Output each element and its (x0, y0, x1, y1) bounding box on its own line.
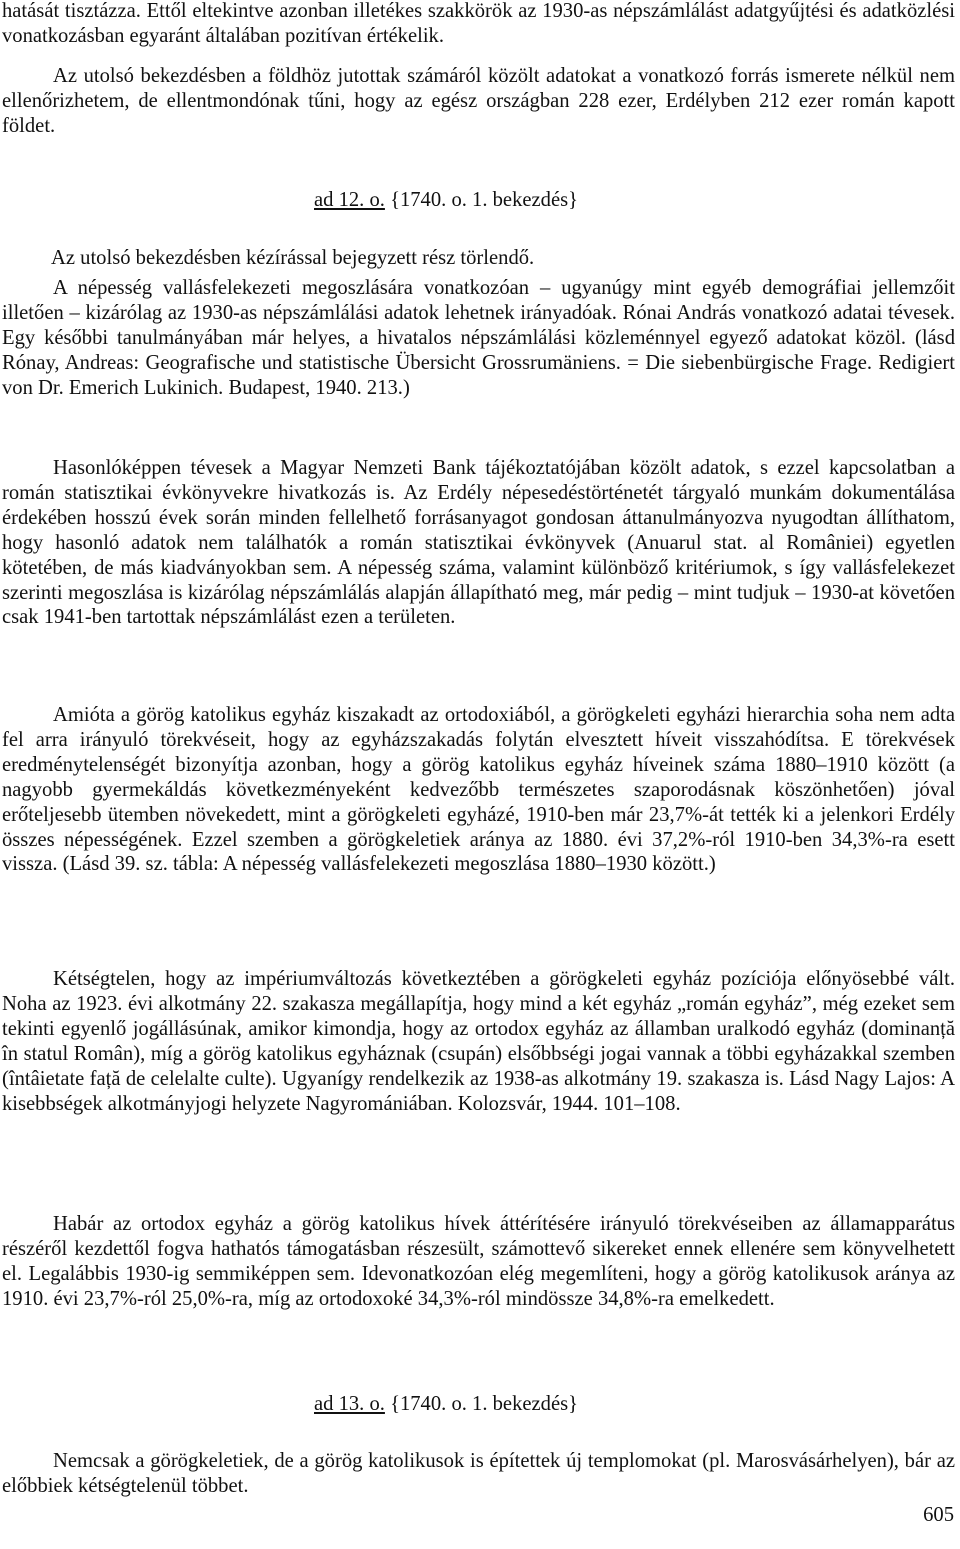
paragraph-religious-distribution: A népesség vallásfelekezeti megoszlására vonatkozóan – ugyanúgy mint egyéb demográfiai jellemzőit illetően – kizárólag az 1930-as népszámlálási adatok lehetnek irányadóak. Rónai András vonatkozó adatai tévesek. Egy későbbi tanulmányában már helyes, a hivatalos népszámlálási közleménnyel egyező adatokat közöl. (lásd Rónay, Andreas: Geografische und statistische Übersicht Grossrumäniens. = Die siebenbürgische Frage. Redigiert von Dr. Emerich Lukinich. Budapest, 1940. 213.) (2, 277, 955, 399)
paragraph-imperium-change: Kétségtelen, hogy az impériumváltozás következtében a görögkeleti egyház pozíciója előnyösebbé vált. Noha az 1923. évi alkotmány 22. szakasza megállapítja, hogy mind a két egyház „román egyház”, még ezeket sem tekinti egyenlő jogállásúnak, amikor kimondja, hogy az ortodox egyház az államban uralkodó egyház (dominanță în statul Român), míg a görög katolikus egyháznak (csupán) elsőbbségi jogai vannak a többi egyházakkal szemben (întâietate față de celelalte culte). Ugyanígy rendelkezik az 1938-as alkotmány 19. szakasza is. Lásd Nagy Lajos: A kisebbségek alkotmányjogi helyzete Nagyromániában. Kolozsvár, 1944. 101–108. (2, 968, 955, 1115)
section-heading-page-12 (314, 188, 578, 213)
section-heading-page-13 (314, 1392, 578, 1417)
page-number: 605 (923, 1504, 954, 1526)
deletion-note: Az utolsó bekezdésben kézírással bejegyzett rész törlendő. (51, 247, 535, 269)
paragraph-new-churches: Nemcsak a görögkeletiek, de a görög katolikusok is építettek új templomokat (pl. Marosvásárhelyen), bár az előbbiek kétségtelenül többet. (2, 1450, 955, 1497)
page-reference-13: ad 13. o. (314, 1393, 385, 1415)
paragraph-national-bank: Hasonlóképpen tévesek a Magyar Nemzeti Bank tájékoztatójában közölt adatok, s ezzel kapcsolatban a román statisztikai évkönyvekre hivatkozás is. Az Erdély népesedéstörténetét tárgyaló munkám dokumentálása érdekében hosszú évek során minden fellelhető forrásanyagot gondosan áttanulmányozva nyugodtan állíthatom, hogy hasonló adatok nem találhatók a román statisztikai évkönyvek (Anuarul stat. al României) egyetlen kötetében, de más kiadványokban sem. A népesség száma, valamint különböző kritériumok, s így vallásfelekezet szerinti megoszlása is kizárólag népszámlálás alapján állapítható meg, már pedig – mint tudjuk – 1930-at követően csak 1941-ben tartottak népszámlálást ezen a területen. (2, 457, 955, 629)
paragraph-reference-12: {1740. o. 1. bekezdés} (384, 189, 578, 211)
paragraph-orthodox-conversion: Habár az ortodox egyház a görög katolikus hívek áttérítésére irányuló törekvéseiben az államapparátus részéről kezdettől fogva hathatós támogatásban részesült, számottevő sikereket ennek ellenére sem könyvelhetett el. Legalábbis 1930-ig semmiképpen sem. Idevonatkozóan elég megemlíteni, hogy a görög katolikusok aránya az 1910. évi 23,7%-ról 25,0%-ra, míg az ortodoxoké 34,3%-ról mindössze 34,8%-ra emelkedett. (2, 1213, 955, 1310)
paragraph-land-recipients: Az utolsó bekezdésben a földhöz jutottak számáról közölt adatokat a vonatkozó forrás ismerete nélkül nem ellenőrizhetem, de ellentmondónak tűni, hogy az egész országban 228 ezer, Erdélyben 212 ezer román kapott földet. (2, 65, 955, 137)
paragraph-reference-13: {1740. o. 1. bekezdés} (384, 1393, 578, 1415)
page-reference-12: ad 12. o. (314, 189, 385, 211)
paragraph-greek-catholic: Amióta a görög katolikus egyház kiszakadt az ortodoxiából, a görögkeleti egyházi hierarchia soha nem adta fel arra irányuló törekvéseit, hogy az egyházszakadás folytán elvesztett híveit visszahódítsa. E törekvések eredménytelenségét bizonyítja azonban, hogy a görög katolikus egyház híveinek száma 1880–1910 között (a nagyobb gyermekáldás következményeként kedvezőbb természetes szaporodásnak köszönhetően) jóval erőteljesebb ütemben növekedett, mint a görögkeleti egyházé, 1910-ben már 23,7%-át tették ki a jelenkori Erdély összes népességének. Ezzel szemben a görögkeletiek aránya az 1880. évi 37,2%-ról 1910-ben 34,3%-ra esett vissza. (Lásd 39. sz. tábla: A népesség vallásfelekezeti megoszlása 1880–1930 között.) (2, 704, 955, 876)
paragraph-continued: hatását tisztázza. Ettől eltekintve azonban illetékes szakkörök az 1930-as népszámlálást adatgyűjtési és adatközlési vonatkozásban egyaránt általában pozitívan értékelik. (2, 0, 955, 47)
